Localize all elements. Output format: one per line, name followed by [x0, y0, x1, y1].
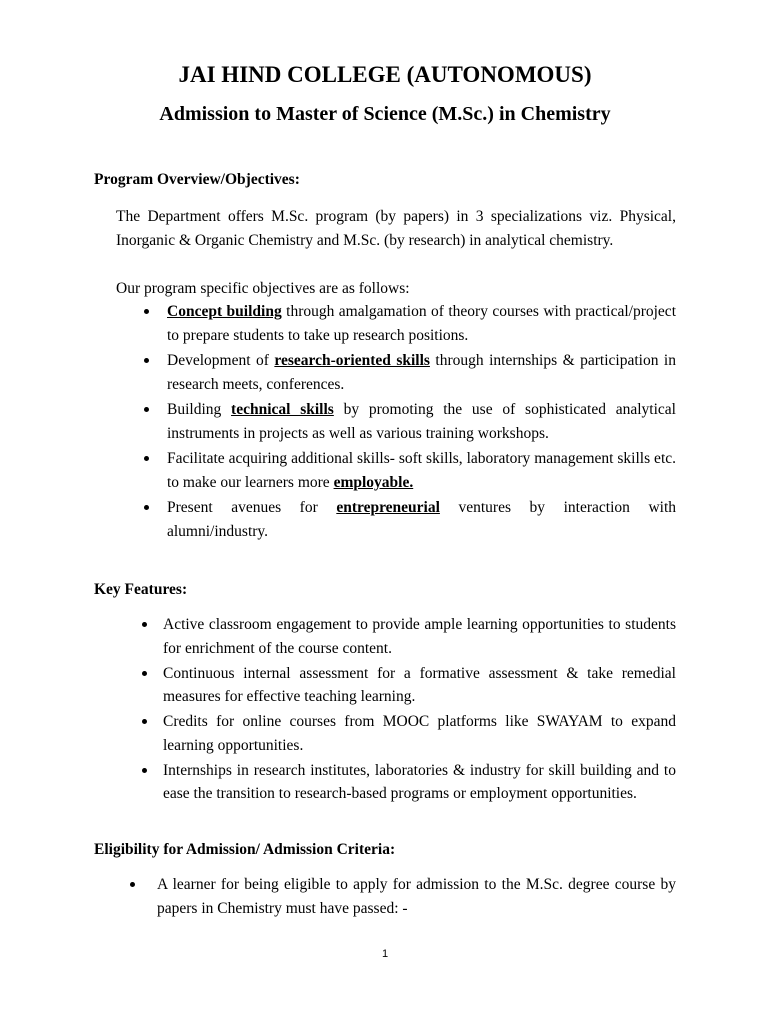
objective-item: [167, 447, 676, 494]
objective-item: [167, 398, 676, 445]
overview-intro: The Department offers M.Sc. program (by papers) in 3 specializations viz. Physical, Inorganic & Organic Chemistry and M.Sc. (by research) in analytical chemistry.: [116, 208, 676, 249]
objective-keyword: employable.: [333, 473, 414, 491]
objective-item: [167, 496, 676, 543]
page-number: 1: [381, 948, 389, 960]
document-subtitle: Admission to Master of Science (M.Sc.) in Chemistry: [159, 103, 611, 125]
features-list: [163, 613, 676, 807]
objective-post: through internships & participation in research meets, conferences.: [167, 352, 676, 393]
objective-pre: Present avenues for: [167, 499, 337, 516]
objective-post: through amalgamation of theory courses with practical/project to prepare students to take up research positions.: [167, 303, 676, 344]
objective-keyword: technical skills: [231, 401, 334, 418]
objective-pre: Facilitate acquiring additional skills- soft skills, laboratory management skills etc. to make our learners more: [167, 450, 676, 491]
objective-pre: Development of: [167, 352, 275, 369]
feature-item: Active classroom engagement to provide ample learning opportunities to students for enrichment of the course content.: [163, 613, 676, 660]
features-heading: Key Features:: [94, 581, 188, 598]
feature-item: Credits for online courses from MOOC platforms like SWAYAM to expand learning opportunities.: [163, 710, 676, 757]
objective-pre: Building: [167, 401, 232, 418]
document-title: JAI HIND COLLEGE (AUTONOMOUS): [178, 62, 592, 87]
objective-keyword: entrepreneurial: [336, 499, 440, 516]
overview-heading: Program Overview/Objectives:: [94, 171, 300, 188]
objective-post: ventures by interaction with alumni/industry.: [167, 499, 677, 540]
objective-post: by promoting the use of sophisticated analytical instruments in projects as well as various training workshops.: [167, 401, 676, 442]
objective-item: [167, 349, 676, 396]
eligibility-list: [157, 873, 676, 920]
feature-item: Continuous internal assessment for a formative assessment & take remedial measures for effective teaching learning.: [163, 662, 676, 709]
eligibility-heading: Eligibility for Admission/ Admission Criteria:: [94, 841, 396, 858]
objective-item: [167, 300, 676, 347]
eligibility-item: A learner for being eligible to apply for admission to the M.Sc. degree course by papers in Chemistry must have passed: -: [157, 873, 676, 920]
feature-item: Internships in research institutes, laboratories & industry for skill building and to ease the transition to research-based programs or employment opportunities.: [163, 759, 676, 806]
objectives-list: [167, 300, 676, 545]
objective-keyword: Concept building: [167, 303, 282, 320]
objectives-lead: Our program specific objectives are as follows:: [116, 280, 410, 297]
objective-keyword: research-oriented skills: [274, 352, 430, 369]
